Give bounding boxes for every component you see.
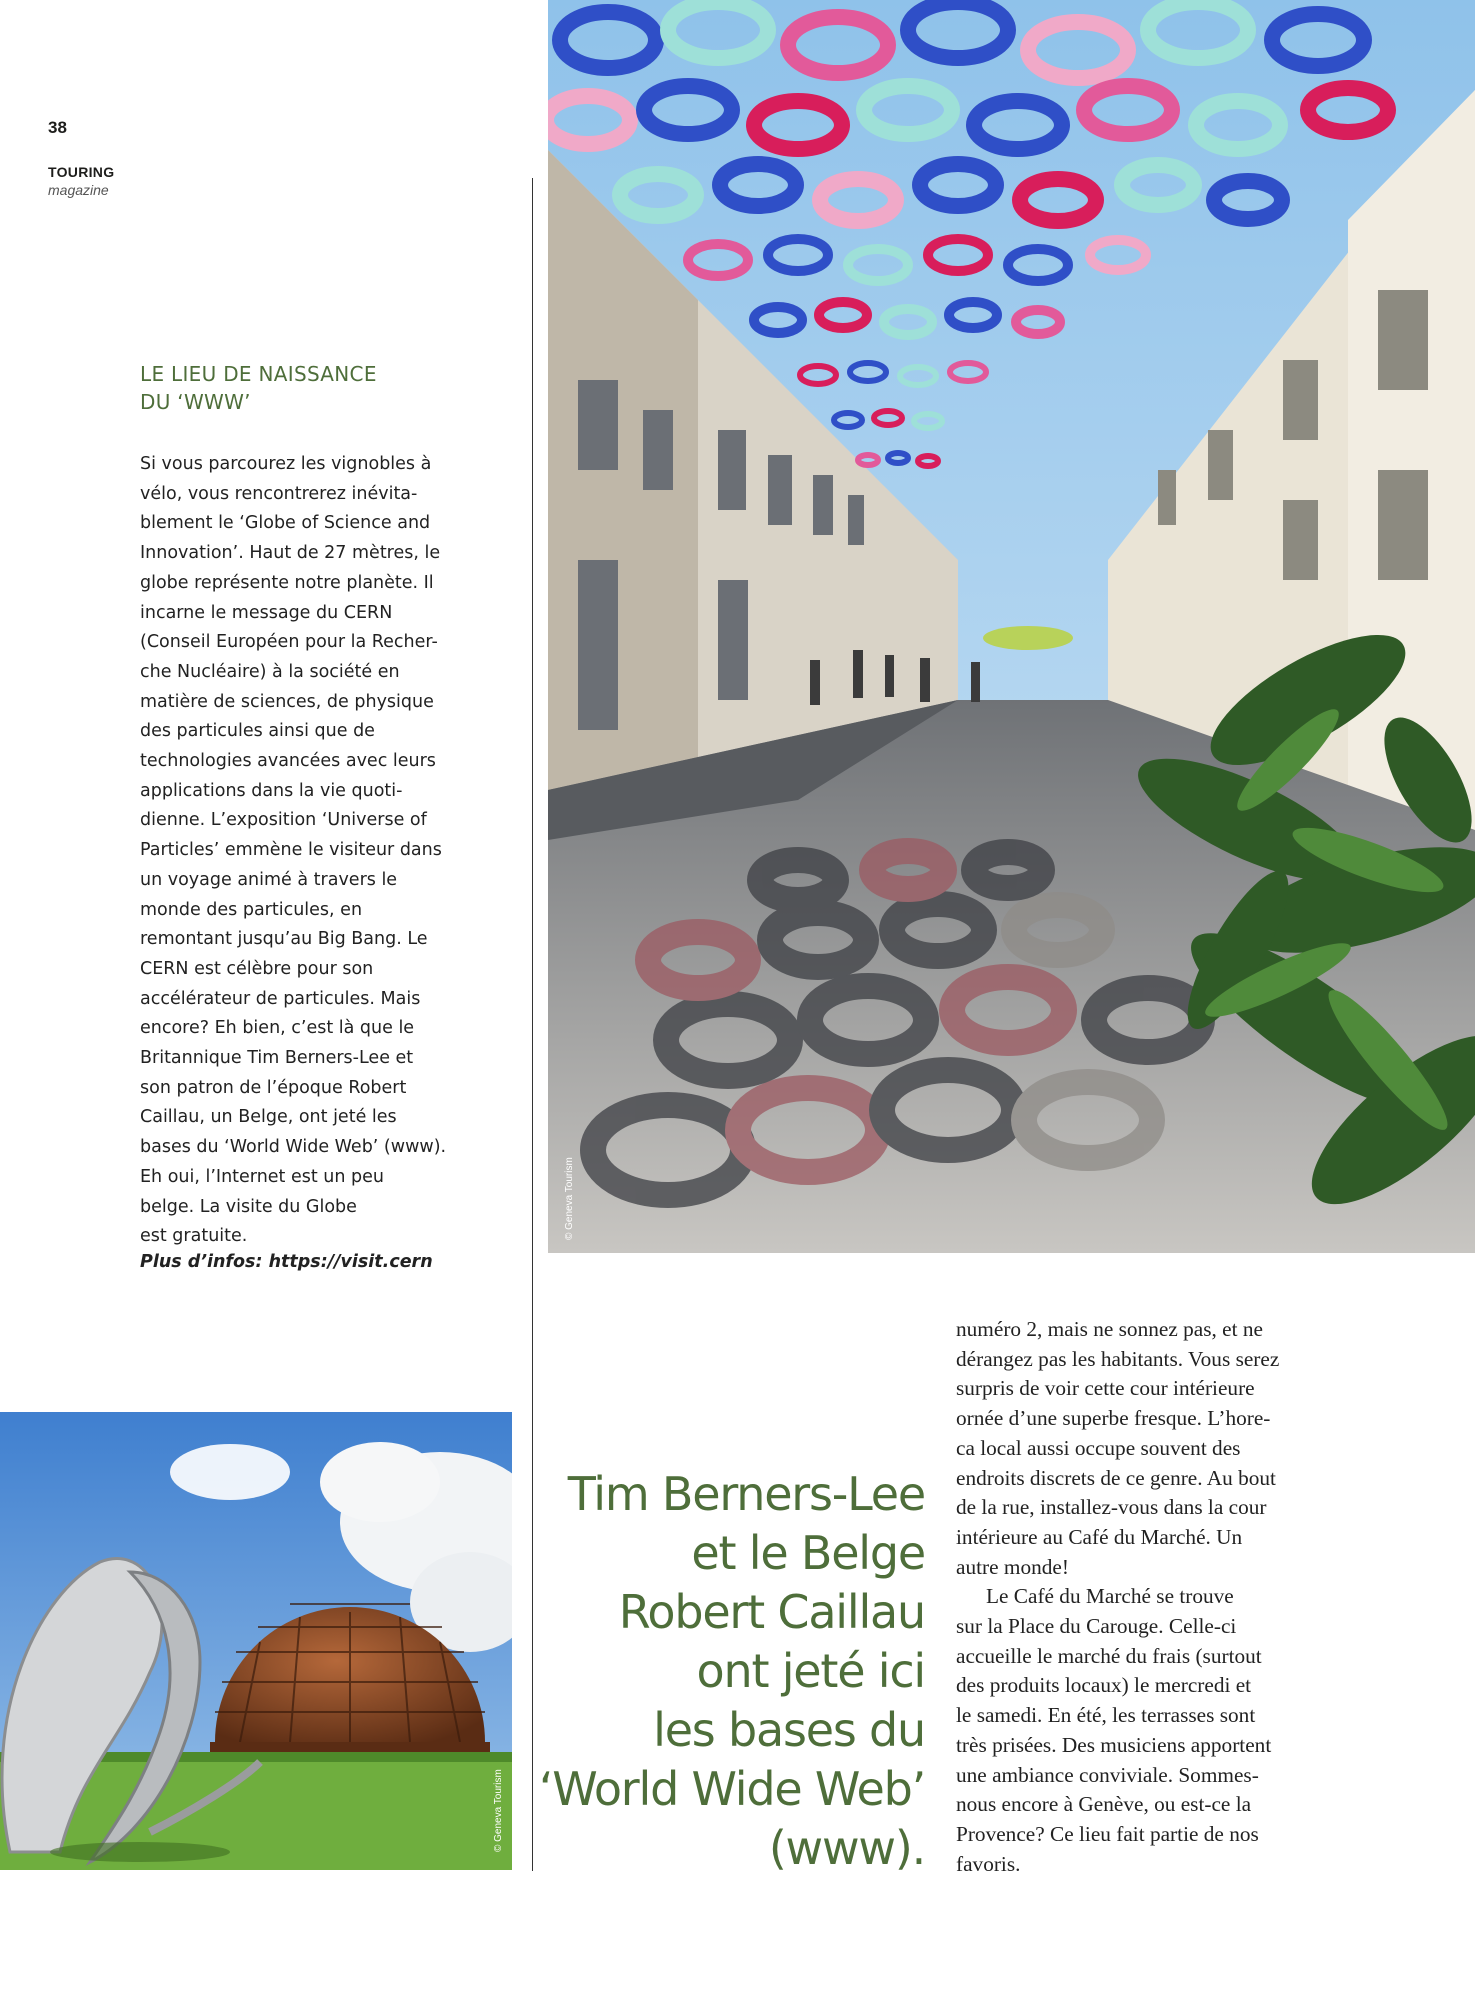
sidebar-line: Eh oui, l’Internet est un peu: [140, 1166, 384, 1187]
sidebar-line: che Nucléaire) à la société en: [140, 661, 400, 682]
sidebar-line: monde des particules, en: [140, 899, 363, 920]
sidebar-line: Caillau, un Belge, ont jeté les: [140, 1107, 397, 1128]
body-line: ornée d’une superbe fresque. L’hore-: [956, 1406, 1271, 1431]
body-line: ca local aussi occupe souvent des: [956, 1435, 1241, 1460]
sidebar-line: des particules ainsi que de: [140, 721, 375, 742]
page-number: 38: [48, 118, 67, 137]
sidebar-line: remontant jusqu’au Big Bang. Le: [140, 929, 428, 950]
body-line: endroits discrets de ce genre. Au bout: [956, 1465, 1276, 1490]
sidebar-line: applications dans la vie quoti-: [140, 780, 403, 801]
sidebar-line: Britannique Tim Berners-Lee et: [140, 1048, 414, 1069]
sidebar-line: accélérateur de particules. Mais: [140, 988, 421, 1009]
street-photo-credit: © Geneva Tourism: [564, 1157, 575, 1240]
sidebar-line: belge. La visite du Globe: [140, 1196, 357, 1217]
quote-line: Tim Berners-Lee: [567, 1467, 925, 1521]
sidebar-line: Particles’ emmène le visiteur dans: [140, 840, 442, 861]
body-line: Provence? Ce lieu fait partie de nos: [956, 1821, 1259, 1846]
sidebar-line: incarne le message du CERN: [140, 602, 393, 623]
sidebar-line: dienne. L’exposition ‘Universe of: [140, 810, 427, 831]
pull-quote: [485, 1465, 925, 1878]
body-line: dérangez pas les habitants. Vous serez: [956, 1346, 1280, 1371]
street-illustration: [548, 0, 1475, 1253]
sidebar-title-line: LE LIEU DE NAISSANCE: [140, 362, 377, 386]
sidebar-line: Innovation’. Haut de 27 mètres, le: [140, 543, 441, 564]
more-info-link-text: Plus d’infos: https://visit.cern: [140, 1252, 433, 1272]
body-line: des produits locaux) le mercredi et: [956, 1673, 1252, 1698]
sidebar-line: technologies avancées avec leurs: [140, 751, 436, 772]
sidebar-line: CERN est célèbre pour son: [140, 958, 374, 979]
body-line: Le Café du Marché se trouve: [986, 1584, 1234, 1609]
sidebar-line: (Conseil Européen pour la Recher-: [140, 632, 438, 653]
body-line: surpris de voir cette cour intérieure: [956, 1376, 1255, 1401]
sidebar-line: est gratuite.: [140, 1226, 248, 1247]
body-line: nous encore à Genève, ou est-ce la: [956, 1792, 1252, 1817]
magazine-name: TOURING: [48, 164, 115, 180]
sidebar-line: son patron de l’époque Robert: [140, 1077, 407, 1098]
sidebar-line: matière de sciences, de physique: [140, 691, 434, 712]
sidebar-title: [140, 360, 440, 416]
sidebar-line: vélo, vous rencontrerez inévita-: [140, 483, 418, 504]
quote-line: et le Belge: [691, 1526, 925, 1580]
globe-illustration: [0, 1412, 512, 1870]
body-line: numéro 2, mais ne sonnez pas, et ne: [956, 1317, 1263, 1341]
body-line: le samedi. En été, les terrasses sont: [956, 1703, 1256, 1728]
body-line: intérieure au Café du Marché. Un: [956, 1524, 1243, 1549]
body-line: sur la Place du Carouge. Celle-ci: [956, 1614, 1237, 1639]
sidebar-line: bases du ‘World Wide Web’ (www).: [140, 1137, 447, 1158]
globe-photo-credit: © Geneva Tourism: [493, 1769, 504, 1852]
sidebar-line: un voyage animé à travers le: [140, 869, 398, 890]
body-line: de la rue, installez-vous dans la cour: [956, 1495, 1267, 1520]
body-line: une ambiance conviviale. Sommes-: [956, 1762, 1259, 1787]
quote-line: ‘World Wide Web’: [538, 1762, 925, 1816]
sidebar-body: [140, 450, 450, 1252]
quote-line: les bases du: [653, 1703, 925, 1757]
body-paragraph: [956, 1315, 1336, 1582]
body-line: très prisées. Des musiciens apportent: [956, 1732, 1272, 1757]
street-photo: [548, 0, 1475, 1253]
sidebar-line: Si vous parcourez les vignobles à: [140, 454, 432, 474]
sidebar-line: blement le ‘Globe of Science and: [140, 513, 431, 534]
body-line: favoris.: [956, 1851, 1021, 1876]
quote-line: (www).: [768, 1821, 925, 1875]
quote-line: ont jeté ici: [696, 1644, 925, 1698]
body-paragraph: [956, 1582, 1336, 1879]
quote-line: Robert Caillau: [618, 1585, 925, 1639]
globe-photo: [0, 1412, 512, 1870]
body-text: [956, 1315, 1336, 1879]
sidebar-title-line: DU ‘WWW’: [140, 390, 251, 414]
body-line: accueille le marché du frais (surtout: [956, 1643, 1262, 1668]
sidebar-line: globe représente notre planète. Il: [140, 572, 434, 593]
magazine-subtitle: magazine: [48, 182, 109, 198]
sidebar-line: encore? Eh bien, c’est là que le: [140, 1018, 415, 1039]
body-line: autre monde!: [956, 1554, 1069, 1579]
